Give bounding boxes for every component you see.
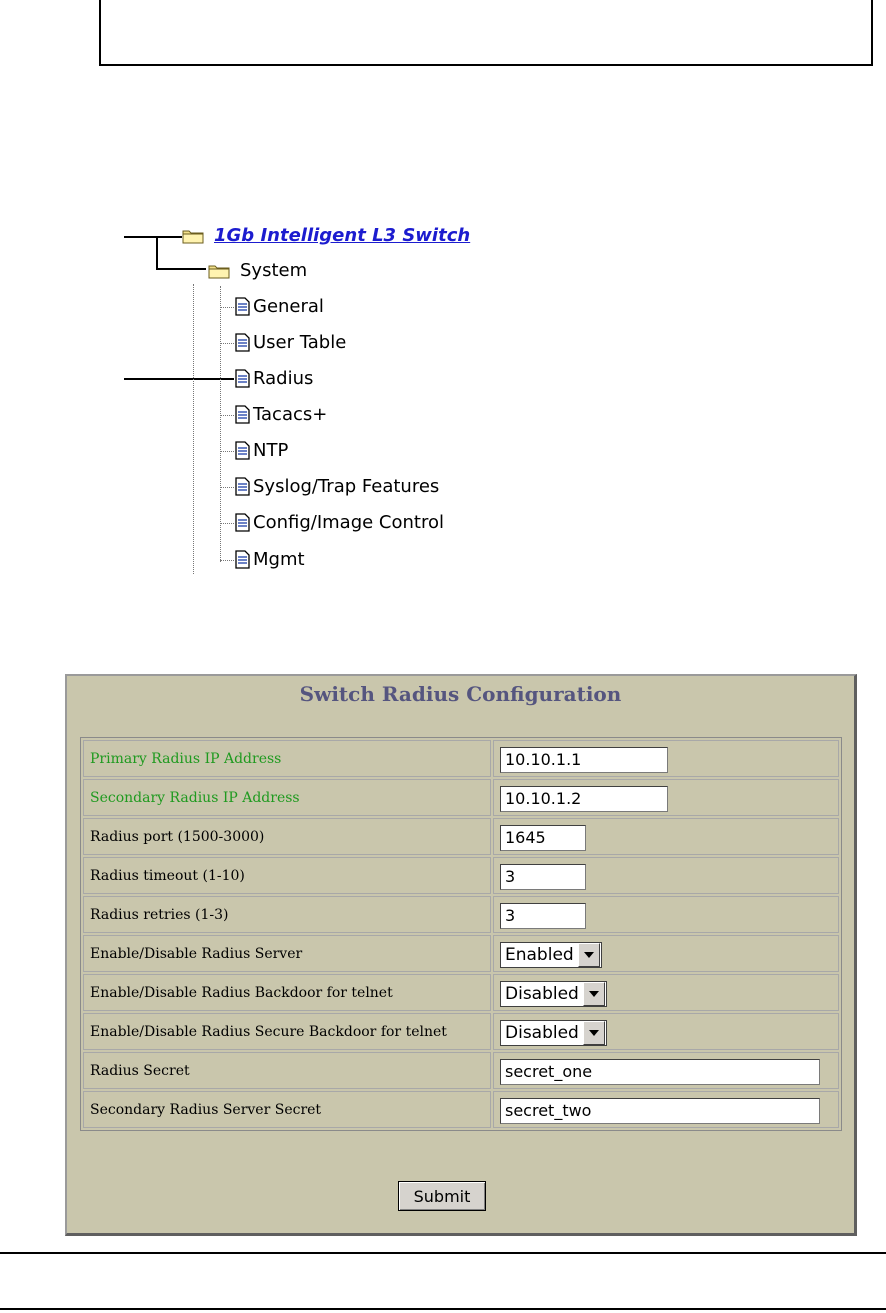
tree-guide-h [220,415,234,416]
select-value: Enabled [505,944,574,965]
footer-rule-top [0,1252,886,1254]
select-value: Disabled [505,1022,579,1043]
callout-line-radius [124,378,234,380]
tree-item-radius[interactable] [235,368,313,389]
field-label: Radius timeout (1-10) [83,857,491,894]
tree-guide-h [220,523,234,524]
folder-icon [208,263,230,279]
tree-item-mgmt[interactable] [235,549,305,570]
field-label: Primary Radius IP Address [83,740,491,777]
radius-config-panel [65,674,857,1236]
table-row [83,740,839,777]
tree-item-label: Mgmt [253,549,305,570]
footer-rule-bottom [0,1308,886,1310]
field-label: Enable/Disable Radius Server [83,935,491,972]
tree-guide-vertical-inner [220,286,221,562]
table-row [83,818,839,855]
field-label: Radius port (1500-3000) [83,818,491,855]
radius-backdoor-select[interactable] [500,981,607,1007]
tree-item-config-image[interactable] [235,512,444,533]
radius-secure-backdoor-select[interactable] [500,1020,607,1046]
tree-guide-h [220,560,234,561]
chevron-down-icon[interactable] [583,1021,605,1045]
tree-guide-h [220,343,234,344]
field-label: Secondary Radius IP Address [83,779,491,816]
secondary-radius-secret-input[interactable] [500,1098,820,1124]
document-icon [235,513,250,532]
document-icon [235,333,250,352]
radius-port-input[interactable] [500,825,586,851]
table-row [83,935,839,972]
table-row [83,974,839,1011]
top-callout-box [99,0,873,66]
radius-server-select[interactable] [500,942,602,968]
radius-secret-input[interactable] [500,1059,820,1085]
tree-item-label: NTP [253,440,289,461]
callout-line-connector [156,236,158,270]
tree-item-user-table[interactable] [235,332,346,353]
document-icon [235,441,250,460]
tree-item-general[interactable] [235,296,324,317]
submit-button[interactable]: Submit [398,1181,486,1211]
tree-item-label: System [240,260,308,281]
tree-item-label: Config/Image Control [253,512,444,533]
tree-guide-h [220,451,234,452]
tree-item-label: Radius [253,368,314,389]
document-icon [235,369,250,388]
folder-icon [182,228,204,244]
callout-line-root [124,236,182,238]
table-row [83,1013,839,1050]
chevron-down-icon[interactable] [583,982,605,1006]
tree-item-system[interactable] [208,260,307,281]
table-row [83,1091,839,1128]
tree-guide-h [220,307,234,308]
secondary-radius-ip-input[interactable] [500,786,668,812]
tree-item-label: General [253,296,324,317]
radius-timeout-input[interactable] [500,864,586,890]
table-row [83,896,839,933]
document-icon [235,550,250,569]
chevron-down-icon[interactable] [578,943,600,967]
tree-item-label: User Table [253,332,347,353]
tree-item-label: Syslog/Trap Features [253,476,440,497]
field-label: Secondary Radius Server Secret [83,1091,491,1128]
tree-item-syslog-trap[interactable] [235,476,439,497]
primary-radius-ip-input[interactable] [500,747,668,773]
tree-item-ntp[interactable] [235,440,288,461]
tree-guide-vertical-outer [193,284,194,574]
panel-title: Switch Radius Configuration [299,682,622,706]
callout-line-system [156,268,206,270]
field-label: Radius retries (1-3) [83,896,491,933]
radius-retries-input[interactable] [500,903,586,929]
field-label: Enable/Disable Radius Secure Backdoor for telnet [83,1013,491,1050]
field-label: Radius Secret [83,1052,491,1089]
tree-guide-h [220,487,234,488]
tree-root[interactable] [182,225,470,246]
table-row [83,779,839,816]
field-label: Enable/Disable Radius Backdoor for telnet [83,974,491,1011]
document-icon [235,477,250,496]
table-row [83,857,839,894]
document-icon [235,297,250,316]
document-icon [235,405,250,424]
table-row [83,1052,839,1089]
tree-root-link[interactable]: 1Gb Intelligent L3 Switch [214,225,471,246]
config-table [80,737,842,1131]
tree-item-label: Tacacs+ [253,404,328,425]
select-value: Disabled [505,983,579,1004]
tree-item-tacacs[interactable] [235,404,327,425]
